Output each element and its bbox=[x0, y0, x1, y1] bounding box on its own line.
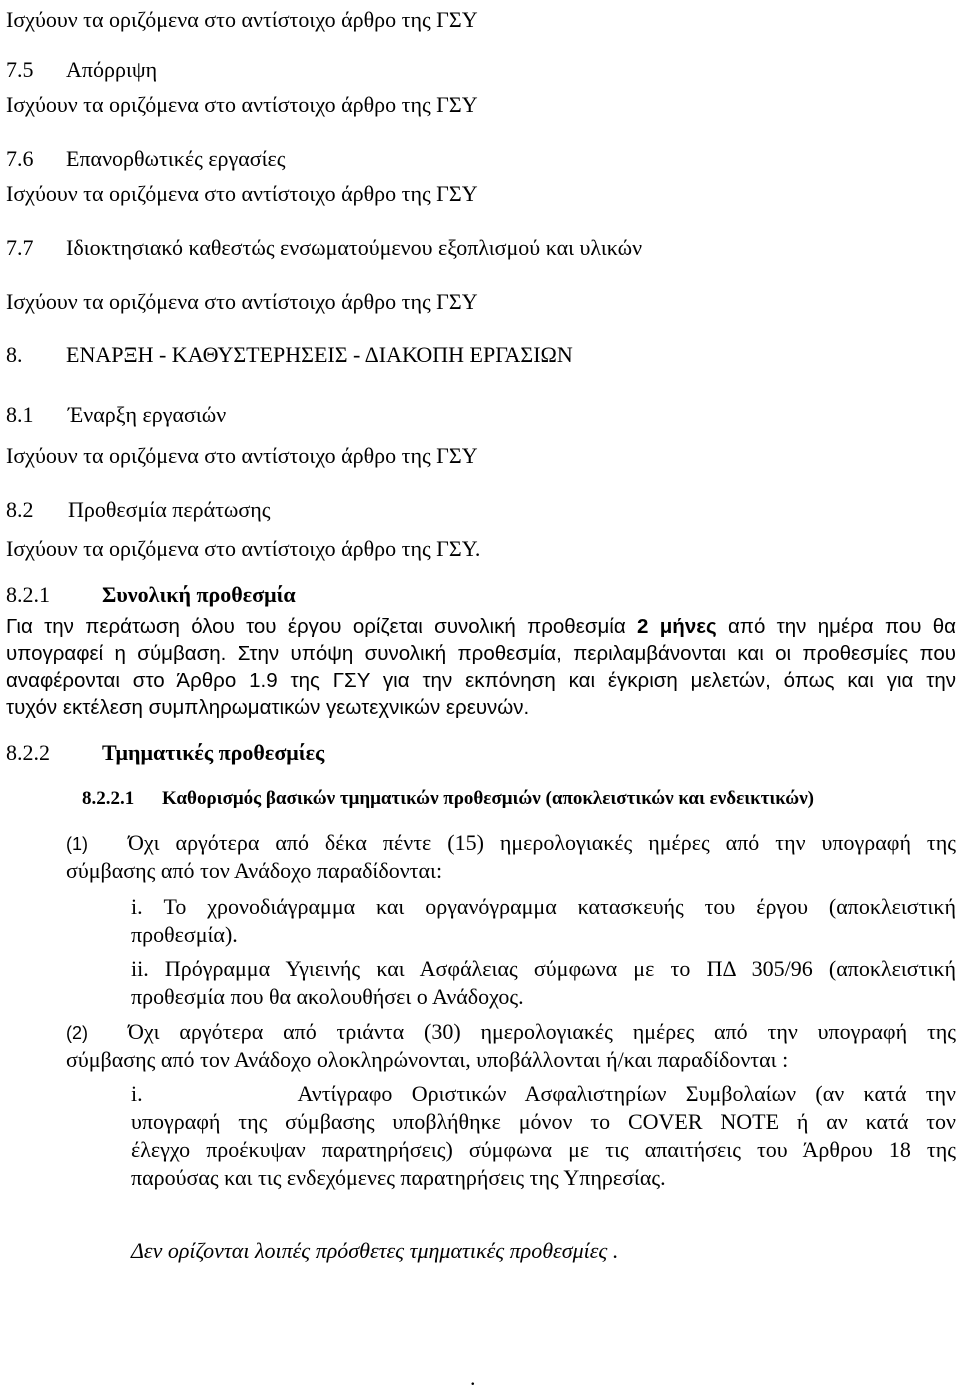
body-text: Ισχύουν τα οριζόμενα στο αντίστοιχο άρθρο της ΓΣΥ bbox=[6, 443, 478, 468]
heading-title: Ιδιοκτησιακό καθεστώς ενσωματούμενου εξοπλισμού και υλικών bbox=[66, 235, 643, 260]
paragraph-line: υπογραφεί η σύμβαση. Στην υπόψη συνολική προθεσμία, περιλαμβάνονται και οι προθεσμίες που bbox=[6, 642, 956, 665]
heading-title: Προθεσμία περάτωσης bbox=[68, 497, 271, 522]
paragraph-line: αναφέρονται στο Άρθρο 1.9 της ΓΣΥ για την εκπόνηση και έγκριση μελετών, όπως και για την bbox=[6, 669, 956, 692]
sub-item-line: έλεγχο προέκυψαν παρατηρήσεις) σύμφωνα με τις απαιτήσεις του Άρθρου 18 της bbox=[131, 1137, 956, 1162]
heading-8-2-2 bbox=[6, 740, 324, 766]
body-text: Ισχύουν τα οριζόμενα στο αντίστοιχο άρθρο της ΓΣΥ bbox=[6, 7, 478, 32]
body-text: Ισχύουν τα οριζόμενα στο αντίστοιχο άρθρο της ΓΣΥ bbox=[6, 181, 478, 206]
heading-7-7 bbox=[6, 235, 642, 261]
heading-title: Καθορισμός βασικών τμηματικών προθεσμιών (αποκλειστικών και ενδεικτικών) bbox=[162, 788, 815, 809]
heading-title: ΕΝΑΡΞΗ - ΚΑΘΥΣΤΕΡΗΣΕΙΣ - ΔΙΑΚΟΠΗ ΕΡΓΑΣΙΩΝ bbox=[66, 342, 573, 367]
list-marker: (1) bbox=[66, 834, 88, 854]
sub-item-line: i. Το χρονοδιάγραμμα και οργανόγραμμα κατασκευής του έργου (αποκλειστική bbox=[131, 894, 956, 919]
heading-title: Έναρξη εργασιών bbox=[68, 402, 227, 427]
heading-number: 8.1 bbox=[6, 402, 34, 427]
heading-8-2-2-1 bbox=[82, 786, 814, 812]
sub-item-line: υπογραφή της σύμβασης υποβλήθηκε μόνον το COVER NOTE ή αν κατά τον bbox=[131, 1109, 956, 1134]
heading-number: 7.7 bbox=[6, 235, 34, 260]
paragraph-line bbox=[6, 614, 956, 640]
body-text: Ισχύουν τα οριζόμενα στο αντίστοιχο άρθρο της ΓΣΥ. bbox=[6, 536, 481, 561]
body-text: Ισχύουν τα οριζόμενα στο αντίστοιχο άρθρο της ΓΣΥ bbox=[6, 289, 478, 314]
list-item-2-line bbox=[66, 1019, 956, 1046]
body-text: Ισχύουν τα οριζόμενα στο αντίστοιχο άρθρο της ΓΣΥ bbox=[6, 92, 478, 117]
note-text: Δεν ορίζονται λοιπές πρόσθετες τμηματικές προθεσμίες . bbox=[131, 1238, 619, 1263]
heading-number: 7.5 bbox=[6, 57, 34, 82]
list-item-1-line: σύμβασης από τον Ανάδοχο παραδίδονται: bbox=[66, 858, 443, 883]
text-run: από την ημέρα που θα bbox=[727, 615, 956, 638]
heading-number: 8.2.2 bbox=[6, 740, 50, 765]
heading-8-2 bbox=[6, 497, 271, 523]
heading-title: Απόρριψη bbox=[66, 57, 158, 82]
text-run: Όχι αργότερα από τριάντα (30) ημερολογιακές ημέρες από την υπογραφή της bbox=[128, 1019, 956, 1044]
sub-item-line: προθεσμία που θα ακολουθήσει ο Ανάδοχος. bbox=[131, 984, 524, 1009]
heading-number: 8.2.2.1 bbox=[82, 788, 135, 809]
sub-item-line: i. Αντίγραφο Οριστικών Ασφαλιστηρίων Συμβολαίων (αν κατά την bbox=[131, 1081, 956, 1106]
sub-item-line: παρούσας και τις ενδεχόμενες παρατηρήσεις της Υπηρεσίας. bbox=[131, 1165, 666, 1190]
heading-8-2-1 bbox=[6, 582, 296, 608]
list-item-2-line: σύμβασης από τον Ανάδοχο ολοκληρώνονται, υποβάλλονται ή/και παραδίδονται : bbox=[66, 1047, 789, 1072]
heading-title: Τμηματικές προθεσμίες bbox=[102, 740, 325, 765]
heading-number: 8.2 bbox=[6, 497, 34, 522]
text-run: Για την περάτωση όλου του έργου ορίζεται συνολική προθεσμία bbox=[6, 615, 626, 638]
sub-item-line: προθεσμία). bbox=[131, 922, 238, 947]
list-item-1-line bbox=[66, 830, 956, 857]
paragraph-line: τυχόν εκτέλεση συμπληρωματικών γεωτεχνικών ερευνών. bbox=[6, 696, 530, 719]
heading-7-6 bbox=[6, 146, 286, 172]
heading-number: 7.6 bbox=[6, 146, 34, 171]
heading-8 bbox=[6, 342, 573, 368]
list-marker: (2) bbox=[66, 1023, 88, 1043]
deadline-value: 2 μήνες bbox=[637, 615, 717, 638]
heading-title: Επανορθωτικές εργασίες bbox=[66, 146, 286, 171]
heading-7-5 bbox=[6, 57, 157, 83]
heading-8-1 bbox=[6, 402, 226, 428]
heading-number: 8.2.1 bbox=[6, 582, 50, 607]
heading-number: 8. bbox=[6, 342, 23, 367]
heading-title: Συνολική προθεσμία bbox=[102, 582, 296, 607]
page-dot: . bbox=[470, 1365, 476, 1390]
text-run: Όχι αργότερα από δέκα πέντε (15) ημερολογιακές ημέρες από την υπογραφή της bbox=[128, 830, 956, 855]
sub-item-line: ii. Πρόγραμμα Υγιεινής και Ασφάλειας σύμφωνα με το ΠΔ 305/96 (αποκλειστική bbox=[131, 956, 956, 981]
